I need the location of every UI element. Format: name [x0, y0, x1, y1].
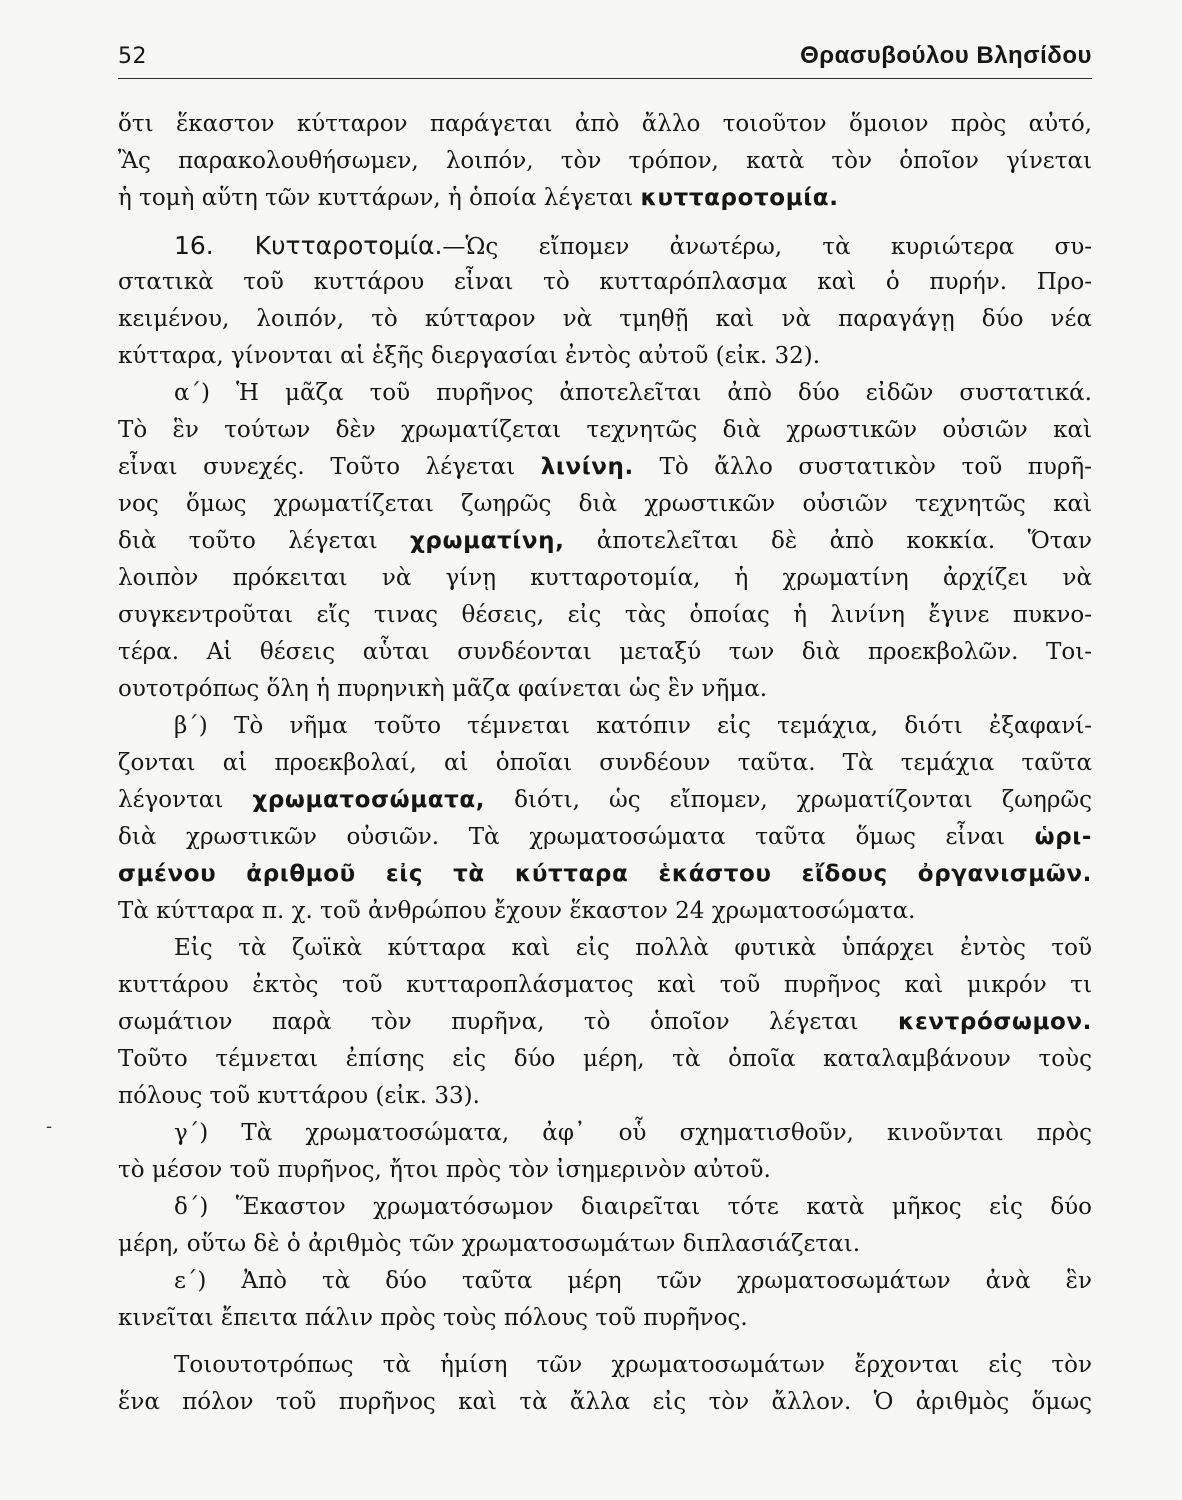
text-segment: δ΄) Ἕκαστον χρωματόσωμον διαιρεῖται τότε κατὰ μῆκος εἰς δύο: [174, 1194, 1092, 1220]
text-line: [118, 1004, 1092, 1041]
text-line: [118, 671, 1092, 708]
text-segment: διὰ χρωστικῶν οὐσιῶν. Τὰ χρωματοσώματα ταῦτα ὅμως εἶναι: [118, 824, 1035, 850]
body-text: [118, 106, 1092, 1421]
text-line: [118, 1078, 1092, 1115]
text-segment: γ΄) Τὰ χρωματοσώματα, ἀφ᾽ οὗ σχηματισθοῦν, κινοῦνται πρὸς: [174, 1120, 1092, 1146]
text-line: [118, 856, 1092, 893]
text-segment: ἡ τομὴ αὕτη τῶν κυττάρων, ἡ ὁποία λέγεται: [118, 185, 641, 211]
text-segment: Ἂς παρακολουθήσωμεν, λοιπόν, τὸν τρόπον, κατὰ τὸν ὁποῖον γίνεται: [118, 148, 1092, 174]
bold-term: σμένου ἀριθμοῦ εἰς τὰ κύτταρα ἑκάστου εἴδους ὀργανισμῶν.: [118, 861, 1092, 887]
text-segment: Τὸ ἄλλο συστατικὸν τοῦ πυρῆ-: [633, 454, 1092, 480]
text-segment: διὰ τοῦτο λέγεται: [118, 528, 410, 554]
text-segment: ἕνα πόλον τοῦ πυρῆνος καὶ τὰ ἄλλα εἰς τὸν ἄλλον. Ὁ ἀριθμὸς ὅμως: [118, 1389, 1092, 1415]
text-line: [118, 375, 1092, 412]
text-line: [118, 412, 1092, 449]
text-segment: Τὰ κύτταρα π. χ. τοῦ ἀνθρώπου ἔχουν ἕκαστον 24 χρωματοσώματα.: [118, 898, 916, 924]
text-segment: ὅτι ἕκαστον κύτταρον παράγεται ἀπὸ ἄλλο τοιοῦτον ὅμοιον πρὸς αὐτό,: [118, 111, 1092, 137]
text-line: [118, 1041, 1092, 1078]
text-line: [118, 782, 1092, 819]
page-number: 52: [118, 44, 147, 69]
bold-term: ὡρι-: [1034, 824, 1092, 850]
text-line: [118, 1189, 1092, 1226]
text-line: [118, 486, 1092, 523]
text-segment: —Ὡς εἴπομεν ἀνωτέρω, τὰ κυριώτερα συ-: [442, 234, 1092, 260]
text-line: [118, 597, 1092, 634]
text-segment: ουτοτρόπως ὅλη ἡ πυρηνικὴ μᾶζα φαίνεται ὡς ἓν νῆμα.: [118, 676, 768, 702]
text-line: [118, 264, 1092, 301]
text-segment: διότι, ὡς εἴπομεν, χρωματίζονται ζωηρῶς: [485, 787, 1092, 813]
text-segment: Εἰς τὰ ζωϊκὰ κύτταρα καὶ εἰς πολλὰ φυτικὰ ὑπάρχει ἐντὸς τοῦ: [174, 935, 1092, 961]
text-line: [118, 227, 1092, 264]
page-header: [118, 40, 1092, 80]
text-segment: τέρα. Αἱ θέσεις αὗται συνδέονται μεταξύ των διὰ προεκβολῶν. Τοι-: [118, 639, 1092, 665]
margin-mark: -: [46, 1116, 53, 1137]
bold-term: χρωματοσώματα,: [252, 787, 486, 813]
text-line: [118, 1115, 1092, 1152]
running-title: Θρασυβούλου Βλησίδου: [800, 42, 1092, 69]
text-segment: λέγονται: [118, 787, 253, 813]
text-segment: β΄) Τὸ νῆμα τοῦτο τέμνεται κατόπιν εἰς τεμάχια, διότι ἐξαφανί-: [174, 713, 1092, 739]
text-segment: στατικὰ τοῦ κυττάρου εἶναι τὸ κυτταρόπλασμα καὶ ὁ πυρήν. Προ-: [118, 269, 1092, 295]
text-line: [118, 1152, 1092, 1189]
text-line: [118, 180, 1092, 217]
text-segment: κυττάρου ἐκτὸς τοῦ κυτταροπλάσματος καὶ τοῦ πυρῆνος καὶ μικρόν τι: [118, 972, 1092, 998]
text-segment: Τοιουτοτρόπως τὰ ἡμίση τῶν χρωματοσωμάτων ἔρχονται εἰς τὸν: [174, 1352, 1092, 1378]
text-line: [118, 143, 1092, 180]
text-segment: λοιπὸν πρόκειται νὰ γίνῃ κυτταροτομία, ἡ χρωματίνη ἀρχίζει νὰ: [118, 565, 1092, 591]
text-line: [118, 745, 1092, 782]
text-segment: συγκεντροῦται εἴς τινας θέσεις, εἰς τὰς ὁποίας ἡ λινίνη ἔγινε πυκνο-: [118, 602, 1092, 628]
text-line: [118, 930, 1092, 967]
text-line: [118, 1300, 1092, 1337]
text-line: [118, 560, 1092, 597]
text-segment: σωμάτιον παρὰ τὸν πυρῆνα, τὸ ὁποῖον λέγεται: [118, 1009, 898, 1035]
text-line: [118, 1347, 1092, 1384]
bold-term: κεντρόσωμον.: [898, 1009, 1092, 1035]
header-rule: [118, 78, 1092, 79]
text-segment: εἶναι συνεχές. Τοῦτο λέγεται: [118, 454, 541, 480]
text-segment: τὸ μέσον τοῦ πυρῆνος, ἤτοι πρὸς τὸν ἰσημερινὸν αὐτοῦ.: [118, 1157, 771, 1183]
text-line: [118, 967, 1092, 1004]
text-line: [118, 634, 1092, 671]
text-line: [118, 893, 1092, 930]
text-segment: νος ὅμως χρωματίζεται ζωηρῶς διὰ χρωστικῶν οὐσιῶν τεχνητῶς καὶ: [118, 491, 1092, 517]
text-line: [118, 1384, 1092, 1421]
text-segment: πόλους τοῦ κυττάρου (εἰκ. 33).: [118, 1083, 480, 1109]
text-segment: ἀποτελεῖται δὲ ἀπὸ κοκκία. Ὅταν: [564, 528, 1092, 554]
text-line: [118, 106, 1092, 143]
text-line: [118, 301, 1092, 338]
text-segment: κινεῖται ἔπειτα πάλιν πρὸς τοὺς πόλους τοῦ πυρῆνος.: [118, 1305, 748, 1331]
text-line: [118, 338, 1092, 375]
bold-term: χρωματίνη,: [409, 528, 565, 554]
text-line: [118, 1226, 1092, 1263]
text-line: [118, 1263, 1092, 1300]
text-segment: Τὸ ἓν τούτων δὲν χρωματίζεται τεχνητῶς διὰ χρωστικῶν οὐσιῶν καὶ: [118, 417, 1092, 443]
text-segment: κειμένου, λοιπόν, τὸ κύτταρον νὰ τμηθῇ καὶ νὰ παραγάγῃ δύο νέα: [118, 306, 1092, 332]
bold-term: κυτταροτομία.: [640, 185, 839, 211]
section-heading: 16. Κυτταροτομία.: [174, 231, 443, 260]
text-segment: ε΄) Ἀπὸ τὰ δύο ταῦτα μέρη τῶν χρωματοσωμάτων ἀνὰ ἓν: [174, 1268, 1092, 1294]
text-segment: κύτταρα, γίνονται αἱ ἑξῆς διεργασίαι ἐντὸς αὐτοῦ (εἰκ. 32).: [118, 343, 821, 369]
text-segment: α΄) Ἡ μᾶζα τοῦ πυρῆνος ἀποτελεῖται ἀπὸ δύο εἰδῶν συστατικά.: [174, 380, 1092, 406]
bold-term: λινίνη.: [540, 454, 634, 480]
text-line: [118, 523, 1092, 560]
text-segment: ζονται αἱ προεκβολαί, αἱ ὁποῖαι συνδέουν ταῦτα. Τὰ τεμάχια ταῦτα: [118, 750, 1092, 776]
text-line: [118, 819, 1092, 856]
text-segment: μέρη, οὕτω δὲ ὁ ἀριθμὸς τῶν χρωματοσωμάτων διπλασιάζεται.: [118, 1231, 861, 1257]
text-line: [118, 708, 1092, 745]
text-segment: Τοῦτο τέμνεται ἐπίσης εἰς δύο μέρη, τὰ ὁποῖα καταλαμβάνουν τοὺς: [118, 1046, 1092, 1072]
text-line: [118, 449, 1092, 486]
